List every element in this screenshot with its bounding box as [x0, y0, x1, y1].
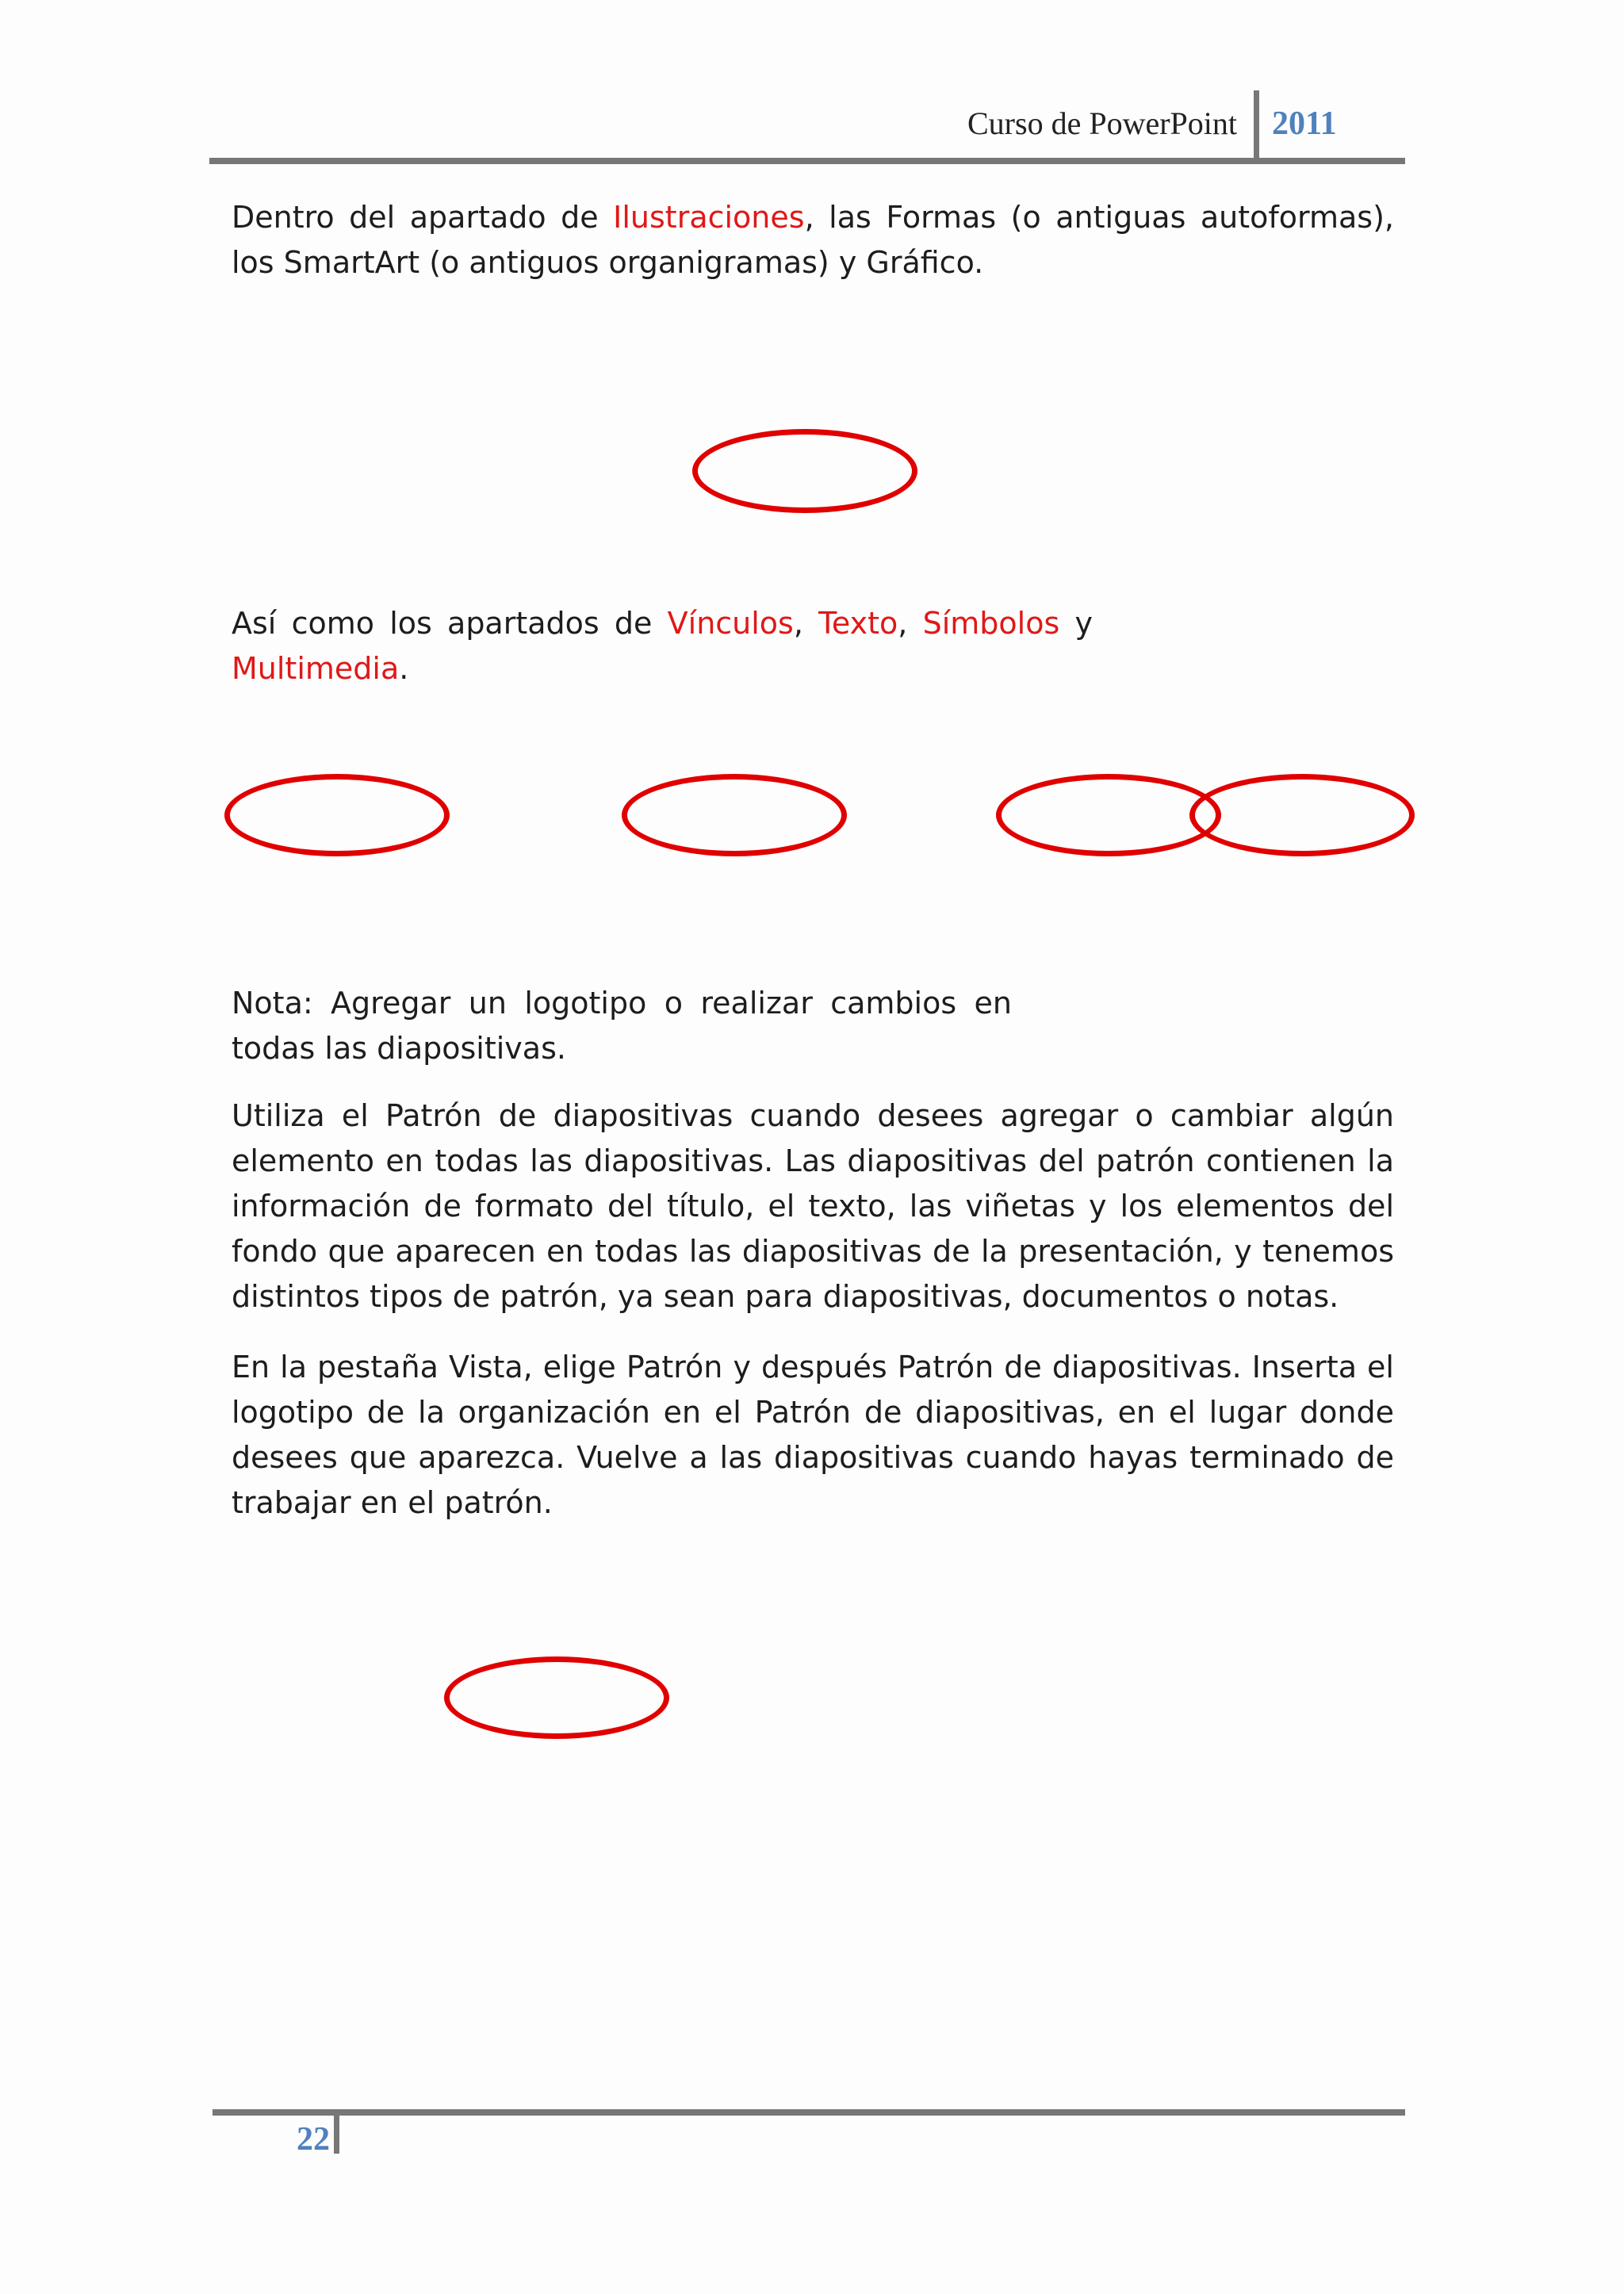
footer-rule	[213, 2109, 1405, 2116]
paragraph-vista-patron: En la pestaña Vista, elige Patrón y después Patrón de diapositivas. Inserta el logotipo de la organización en el Patrón de diapositivas, en el lugar donde desees que aparezca. Vuelve a las diapositivas cuando hayas terminado de trabajar en el patrón.	[232, 1350, 1394, 1520]
highlight-ilustraciones: Ilustraciones	[613, 200, 805, 235]
paragraph-2-separator-2: ,	[898, 606, 923, 641]
red-circle-annotation	[692, 429, 917, 513]
footer-divider	[334, 2114, 339, 2154]
paragraph-2-prefix: Así como los apartados de	[232, 606, 668, 641]
paragraph-apartados	[232, 601, 1093, 691]
paragraph-1-suffix: , las Formas (o antiguas autoformas), los SmartArt (o antiguos organigramas) y Gráfico.	[232, 200, 1394, 280]
red-circle-annotation	[996, 774, 1221, 856]
highlight-simbolos: Símbolos	[922, 606, 1060, 641]
header-divider	[1254, 90, 1259, 163]
paragraph-2-separator-3: y	[1059, 606, 1093, 641]
highlight-texto: Texto	[818, 606, 898, 641]
header-title: Curso de PowerPoint	[967, 105, 1237, 141]
red-circle-annotation	[444, 1656, 669, 1739]
note-paragraph: Nota: Agregar un logotipo o realizar cambios en todas las diapositivas.	[232, 986, 1012, 1066]
paragraph-patron-diapositivas: Utiliza el Patrón de diapositivas cuando desees agregar o cambiar algún elemento en todas las diapositivas. Las diapositivas del patrón contienen la información de formato del título, el texto, las viñetas y los elementos del fondo que aparecen en todas las diapositivas de la presentación, y tenemos distintos tipos de patrón, ya sean para diapositivas, documentos o notas.	[232, 1098, 1394, 1314]
highlight-vinculos: Vínculos	[667, 606, 794, 641]
paragraph-ilustraciones	[232, 195, 1394, 285]
red-circle-annotation	[1189, 774, 1415, 856]
paragraph-2-suffix: .	[399, 651, 409, 686]
paragraph-1-prefix: Dentro del apartado de	[232, 200, 614, 235]
header-year: 2011	[1272, 105, 1337, 142]
highlight-multimedia: Multimedia	[232, 651, 400, 686]
page-number: 22	[297, 2121, 330, 2158]
header-rule	[209, 158, 1405, 164]
red-circle-annotation	[622, 774, 847, 856]
red-circle-annotation	[224, 774, 450, 856]
paragraph-2-separator-1: ,	[793, 606, 819, 641]
